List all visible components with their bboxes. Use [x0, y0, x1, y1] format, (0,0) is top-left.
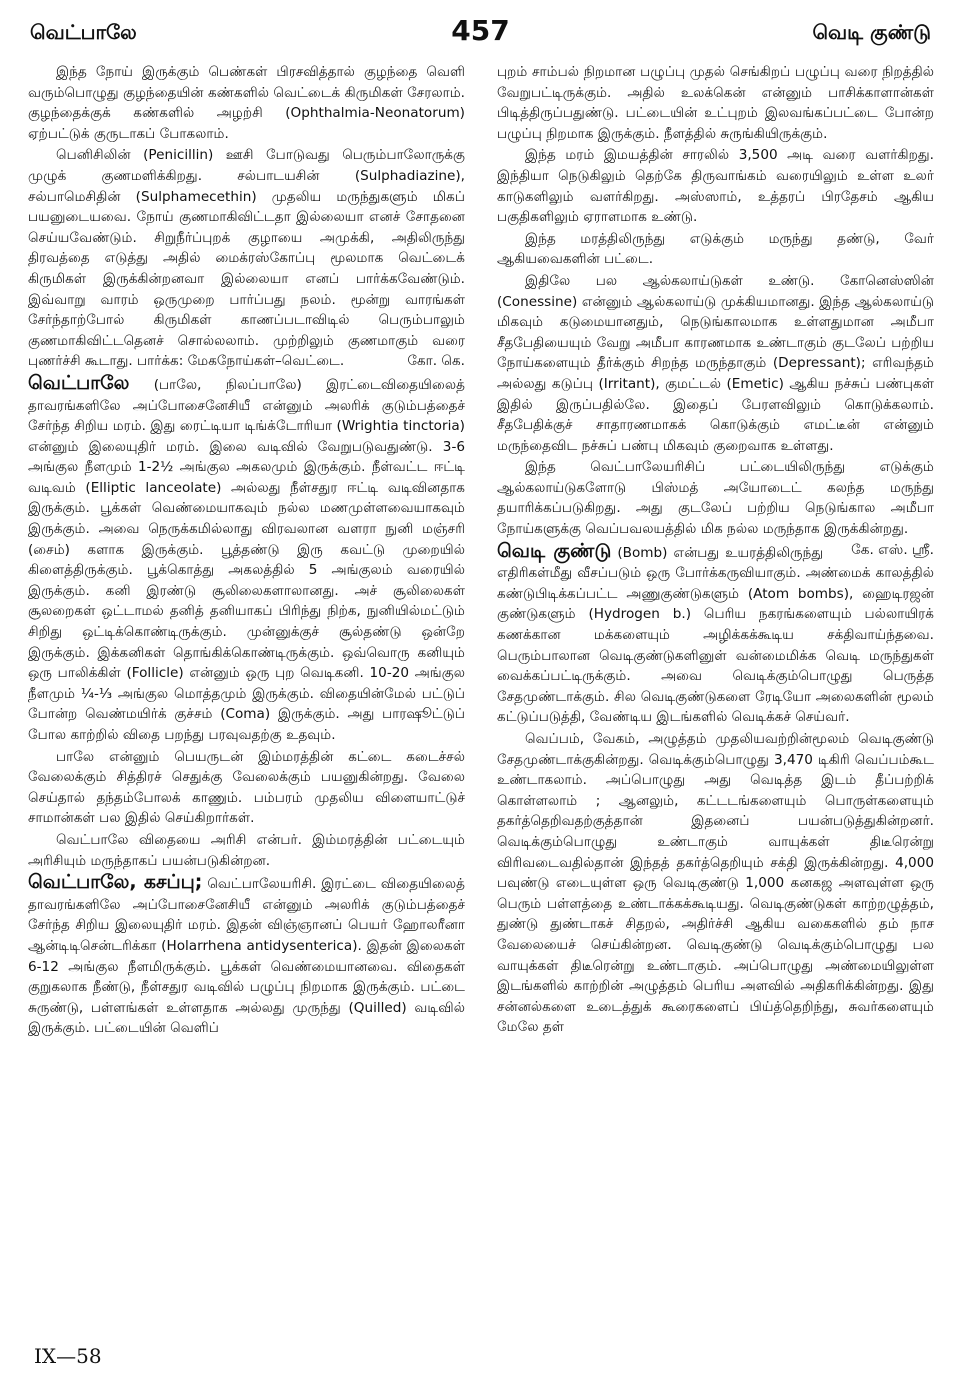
page-header	[30, 14, 931, 54]
entry-headword: வெட்பாலே	[28, 371, 130, 394]
entry-text: வெட்பாலேயரிசி. இரட்டை விதையிலைத் தாவரங்களிலே அப்போசைனேசியீ என்னும் அலரிக் குடும்பத்தைச் சேர்ந்த சிறிய இலையுதிர் மரம். இதன் விஞ்ஞானப் பெயர் ஹோலரீனா ஆன்டிடிசென்டரிக்கா (Holarrhena antidysenterica). இதன் இலைகள் 6-12 அங்குல நீளமிருக்கும். பூக்கள் வெண்மையானவை. விதைகள் குறுகலாக நீண்டு, நீள்சதுர வடிவில் பழுப்பு நிறமாக இருக்கும். பட்டை சுருண்டு, பள்ளங்கள் உள்ளதாக அல்லது முருந்து (Quilled) வடிவில் இருக்கும். பட்டையின் வெளிப்	[28, 876, 465, 1037]
paragraph: புறம் சாம்பல் நிறமான பழுப்பு முதல் செங்கிறப் பழுப்பு வரை நிறத்தில் வேறுபட்டிருக்கும். அதில் உலக்கென் என்னும் பாசிக்காளான்கள் பிடித்திருப்பதுண்டு. பட்டையின் உட்புறம் இலவங்கப்பட்டை போன்ற பழுப்பு நிறமாக இருக்கும். நீளத்தில் சுருங்கியிருக்கும்.	[497, 64, 934, 142]
entry-headword: வெடி குண்டு	[497, 539, 612, 562]
entry-headword: வெட்பாலே, கசப்பு;	[28, 871, 203, 894]
author-signature: கோ. கெ.	[407, 353, 465, 370]
left-column	[28, 62, 465, 1317]
paragraph: இந்த மரம் இமயத்தின் சாரலில் 3,500 அடி வரை வளர்கிறது. இந்தியா நெடுகிலும் தெற்கே திருவாங்கம் வரையிலும் உள்ள உலர் காடுகளிலும் வளர்கிறது. அஸ்ஸாம், உத்தரப் பிரதேசம் ஆகிய பகுதிகளிலும் ஏராளமாக உண்டு.	[497, 147, 934, 226]
paragraph	[28, 145, 465, 372]
paragraph: இதிலே பல ஆல்கலாய்டுகள் உண்டு. கோனெஸ்ஸின் (Conessine) என்னும் ஆல்கலாய்டு முக்கியமானது. இந்த ஆல்கலாய்டு மிகவும் கடுமையானதும், நெடுங்காலமாக உள்ளதுமான அமீபா சீதபேதியையும் வேறு அமீபா காரணமாக உண்டாகும் குடலேப் பற்றிய நோய்களையும் தீர்க்கும் சிறந்த மருந்தாகும் (Depressant); எரிவந்தம் அல்லது கடுப்பு (Irritant), குமட்டல் (Emetic) ஆகிய நச்சுப் பண்புகள் இதில் இருப்பதில்லே. இதைப் பேரளவிலும் கொடுக்கலாம். சீதபேதிக்குச் சாதாரணமாகக் கொடுக்கும் எமட்டீன் என்னும் மருந்தைவிட நச்சுப் பண்பு மிகவும் குறைவாக உள்ளது.	[497, 272, 934, 454]
entry-bomb	[497, 541, 934, 728]
paragraph: வெட்பாலே விதையை அரிசி என்பர். இம்மரத்தின் பட்டையும் அரிசியும் மருந்தாகப் பயன்படுகின்றன.	[28, 831, 465, 869]
entry-wetpalai-bitter	[28, 872, 465, 1039]
signature-mark: IX—58	[34, 1344, 102, 1368]
page-number: 457	[451, 14, 510, 47]
paragraph: இந்த நோய் இருக்கும் பெண்கள் பிரசவித்தால் குழந்தை வெளி வரும்பொழுது குழந்தையின் கண்களில் வெட்டைக் கிருமிகள் சேரலாம். குழந்தைக்குக் கண்களில் அழற்சி (Ophthalmia-Neonatorum) ஏற்பட்டுக் குருடாகப் போகலாம்.	[28, 64, 465, 142]
entry-text: (பாலே, நிலப்பாலே) இரட்டைவிதையிலைத் தாவரங்களிலே அப்போசைனேசியீ என்னும் அலரிக் குடும்பத்தைச் சேர்ந்த சிறிய மரம். இது ரைட்டியா டிங்க்டோரியா (Wrightia tinctoria) என்னும் இலையுதிர் மரம். இலை வடிவில் வேறுபடுவதுண்டு. 3-6 அங்குல நீளமும் 1-2½ அங்குல அகலமும் இருக்கும். நீள்வட்ட ஈட்டி வடிவம் (Elliptic lanceolate) அல்லது நீள்சதுர ஈட்டி வடிவினதாக இருக்கும். பூக்கள் வெண்மையாகவும் நல்ல மணமுள்ளவையாகவும் இருக்கும். அவை நெருக்கமில்லாது விரவலான வளரா நுனி மஞ்சரி (சைம்) களாக இருக்கும். பூத்தண்டு இரு கவட்டு முறையில் கிளைத்திருக்கும். பூக்கொத்து அகலத்தில் 5 அங்குலம் வரையில் இருக்கும். கனி இரண்டு சூலிலைகளாலானது. அச் சூலிலைகள் சூலறைகள் ஒட்டாமல் தனித் தனியாகப் பிரிந்து நிற்க, நுனியில்மட்டும் சிறிது ஒட்டிக்கொண்டிருக்கும். முன்னுக்குச் சூல்தண்டு ஒன்றே இருக்கும். இக்கனிகள் தொங்கிக்கொண்டிருக்கும். ஒவ்வொரு கனியும் ஒரு பாலிக்கிள் (Follicle) என்னும் ஒரு புற வெடிகனி. 10-20 அங்குல நீளமும் ¼-⅓ அங்குல மொத்தமும் இருக்கும். விதையின்மேல் பட்டுப் போன்ற வெண்மயிர்க் குச்சம் (Coma) இருக்கும். அது பாரஷூட்டுப் போல காற்றில் விதை பறந்து பரவுவதற்கு உதவும்.	[28, 376, 465, 743]
entry-wetpalai	[28, 373, 465, 746]
paragraph-text: பெனிசிலின் (Penicillin) ஊசி போடுவது பெரும்பாலோருக்கு முழுக் குணமளிக்கிறது. சல்பாடயசின் (Sulphadiazine), சல்பாமெசிதின் (Sulphamecethin) முதலிய மருந்துகளும் மிகப் பயனுடையவை. நோய் குணமாகிவிட்டதா இல்லையா எனச் சோதனை செய்யவேண்டும். சிறுநீர்ப்புறக் குழாயை அமுக்கி, அதிலிருந்து திரவத்தை எடுத்து அதில் மைக்ரஸ்கோப்பு மூலமாக வெட்டைக் கிருமிகள் இருக்கின்றனவா இல்லையா எனப் பார்க்கவேண்டும். இவ்வாறு வாரம் ஒருமுறை பார்ப்பது நலம். மூன்று வாரங்கள் சேர்ந்தாற்போல் கிருமிகள் காணப்படாவிடில் பெரும்பாலும் குணமாகிவிட்டதெனச் சொல்லலாம். முற்றிலும் குணமாகும் வரை புணர்ச்சி கூடாது. பார்க்க: மேகநோய்கள்–வெட்டை.	[28, 147, 465, 370]
entry-text: (Bomb) என்பது உயரத்திலிருந்து எதிரிகள்மீது வீசப்படும் ஒரு போர்க்கருவியாகும். அண்மைக் காலத்தில் கண்டுபிடிக்கப்பட்ட அணுகுண்டுகளும் (Atom bombs), ஹைடிரஜன் குண்டுகளும் (Hydrogen b.) பெரிய நகரங்களையும் பல்லாயிரக் கணக்கான மக்களையும் அழிக்கக்கூடிய சக்திவாய்ந்தவை. பெரும்பாலான வெடிகுண்டுகளினுள் வன்மைமிக்க வெடி மருந்துகள் வைக்கப்பட்டிருக்கும். அவை வெடிக்கும்பொழுது பெருத்த சேதமுண்டாக்கும். சில வெடிகுண்டுகளை ரேடியோ அலைகளின் மூலம் கட்டுப்படுத்தி, வேண்டிய இடங்களில் வெடிக்கச் செய்வர்.	[497, 544, 934, 726]
header-left-guideword: வெட்பாலே	[30, 20, 137, 44]
paragraph: இந்த மரத்திலிருந்து எடுக்கும் மருந்து தண்டு, வேர் ஆகியவைகளின் பட்டை.	[497, 230, 934, 268]
author-signature: கே. எஸ். ஸ்ரீ.	[851, 541, 934, 558]
paragraph: வெப்பம், வேகம், அழுத்தம் முதலியவற்றின்மூலம் வெடிகுண்டு சேதமுண்டாக்குகின்றது. வெடிக்கும்பொழுது 3,470 டிகிரி வெப்பம்கூட உண்டாகலாம். அப்பொழுது அது வெடித்த இடம் தீப்பற்றிக் கொள்ளலாம் ; ஆனலும், கட்டடங்களையும் பொருள்களையும் தகர்த்தெறிவதற்குத்தான் இதனைப் பயன்படுத்துகின்றனர். வெடிக்கும்பொழுது உண்டாகும் வாயுக்கள் திடீரென்று விரிவடைவதில்தான் இந்தத் தகர்த்தெறியும் சக்தி இருக்கின்றது. 4,000 பவுண்டு எடையுள்ள ஒரு வெடிகுண்டு 1,000 கனகஜ அளவுள்ள ஒரு பெரும் பள்ளத்தை உண்டாக்கக்கூடியது. வெடிகுண்டுகள் காற்றழுத்தம், துண்டு துண்டாகச் சிதறல், அதிர்ச்சி ஆகிய வகைகளில் தம் நாச வேலையைச் செய்கின்றன. வெடிகுண்டு வெடிக்கும்பொழுது பல வாயுக்கள் திடீரென்று உண்டாகும். அப்பொழுது அண்மையிலுள்ள இடங்களில் காற்றின் அழுத்தம் பெரிய அளவில் அதிகரிக்கின்றது. இது சன்னல்களை உடைத்துக் கூரைகளைப் பிய்த்தெறிந்து, சுவர்களையும் மேலே தள்	[497, 731, 934, 1036]
header-right-guideword: வெடி குண்டு	[812, 20, 931, 44]
paragraph: பாலே என்னும் பெயருடன் இம்மரத்தின் கட்டை கடைச்சல் வேலைக்கும் சித்திரச் செதுக்கு வேலைக்கும் பயனுகின்றது. வேலை செய்தால் தந்தம்போலக் காணும். பம்பரம் முதலிய விளையாட்டுச் சாமான்கள் பல இதில் செய்கிறார்கள்.	[28, 748, 465, 827]
right-column	[497, 62, 934, 1317]
paragraph-text: இந்த வெட்பாலேயரிசிப் பட்டையிலிருந்து எடுக்கும் ஆல்கலாய்டுகளோடு பிஸ்மத் அயோடைட் கலந்த மருந்து தயாரிக்கப்படுகிறது. அது குடலேப் பற்றிய நெடுங்கால அமீபா நோய்களுக்கு வெப்பவலயத்தில் மிக நல்ல மருந்தாக இருக்கின்றது.	[497, 459, 934, 538]
